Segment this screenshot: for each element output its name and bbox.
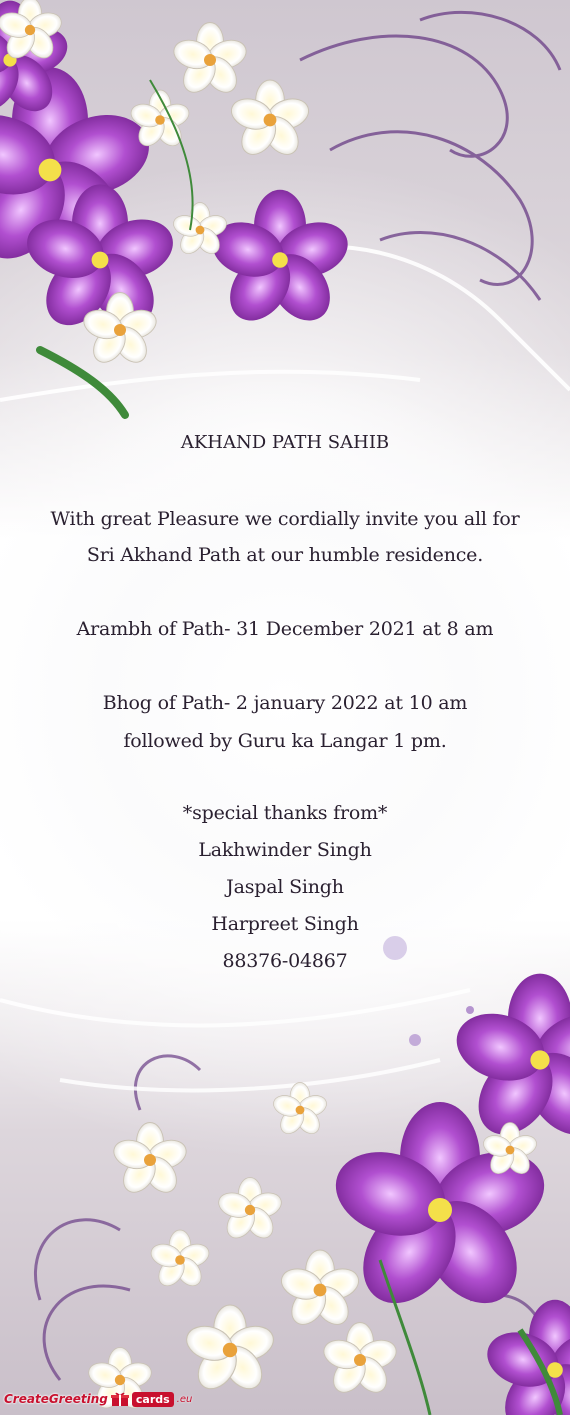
bhog-line: Bhog of Path- 2 january 2022 at 10 am <box>102 692 468 714</box>
langar-line: followed by Guru ka Langar 1 pm. <box>123 730 447 752</box>
brand-box: cards <box>132 1392 174 1407</box>
arambh-line: Arambh of Path- 31 December 2021 at 8 am <box>76 618 494 640</box>
name-jaspal: Jaspal Singh <box>226 876 344 898</box>
thanks-heading: *special thanks from* <box>182 802 388 824</box>
brand-suffix: .eu <box>176 1393 193 1405</box>
gift-icon <box>111 1391 129 1407</box>
invitation-title: AKHAND PATH SAHIB <box>180 432 390 453</box>
intro-line-1: With great Pleasure we cordially invite you all for <box>50 508 520 530</box>
phone-number: 88376-04867 <box>222 950 348 972</box>
intro-line-2: Sri Akhand Path at our humble residence. <box>86 544 484 566</box>
brand-name: CreateGreeting <box>4 1392 108 1406</box>
name-harpreet: Harpreet Singh <box>211 913 359 935</box>
brand-watermark[interactable] <box>4 1388 192 1410</box>
name-lakhwinder: Lakhwinder Singh <box>198 839 372 861</box>
